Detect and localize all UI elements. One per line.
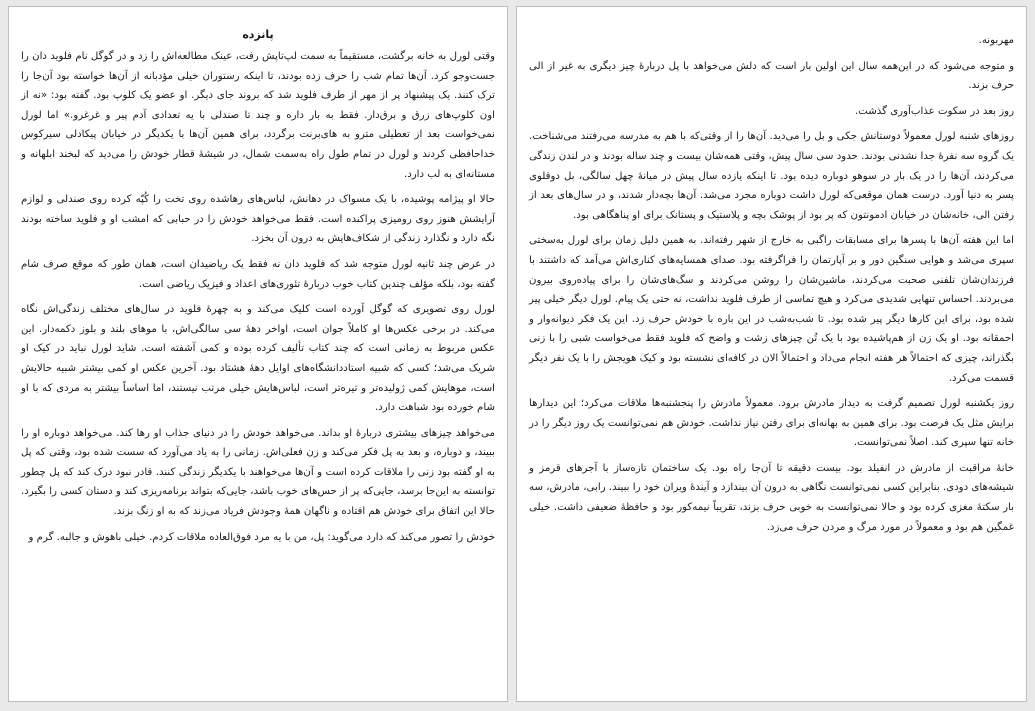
page-right <box>516 6 1027 702</box>
page-right-content <box>529 31 1014 543</box>
paragraph: روز بعد در سکوت عذاب‌آوری گذشت. <box>855 105 1014 117</box>
paragraph: روزهای شنبه لورل معمولاً دوستانش جکی و بل را می‌دید. آن‌ها را از وقتی‌که با هم به مدرسه می‌رفتند می‌شناخت. یک گروه سه نفرهٔ جدا نشدنی بودند. حدود سی سال پیش، وقتی همه‌شان بیست و چند ساله بودند و در لندن زندگی می‌کردند، آن‌ها را در یک بار در سوهو دوباره دیده بود. تا اینکه یازده سال پیش در میانهٔ چهل سالگی، بل دوقلوی پسر به دنیا آورد. درست همان موقعی‌که لورل داشت دوباره مجرد می‌شد. آن‌ها بچه‌دار شدند، و در سال‌های بعد از رفتن الی، خانه‌شان در خیابان ادمونتون که پر بود از پوشک بچه و پلاستیک و پستانک برای او پناهگاهی بود. <box>529 131 1014 221</box>
paragraph: خودش را تصور می‌کند که دارد می‌گوید: پل، من با یه مرد فوق‌العاده ملاقات کردم. خیلی باهوش و جالبه. گرم و <box>28 531 495 543</box>
paragraph: روز یکشنبه لورل تصمیم گرفت به دیدار مادرش برود. معمولاً مادرش را پنجشنبه‌ها ملاقات می‌کرد؛ این دیدارها برایش مثل یک فرصت بود. برای همین به بهانه‌ای برای رفتن نیاز نداشت. خودش هم نمی‌توانست یک روز دیگر را در خانه تنها سپری کند. اصلاً نمی‌توانست. <box>529 398 1014 449</box>
page-left-content <box>21 25 495 553</box>
page-left <box>8 6 508 702</box>
paragraph: خانهٔ مراقبت از مادرش در انفیلد بود. بیست دقیقه تا آن‌جا راه بود. یک ساختمان تازه‌ساز با آجرهای قرمز و شیشه‌های دودی. بنابراین کسی نمی‌توانست نگاهی به درون آن بیندازد و آیندهٔ ویران خود را ببیند. رابی، مادرش، سه بار سکتهٔ مغزی کرده بود و حالا نمی‌توانست به خوبی حرف بزند، تقریباً نیمه‌کور بود و حافظهٔ ضعیفی داشت. خیلی غمگین هم بود و معمولاً در مورد مرگ و مردن حرف می‌زد. <box>529 462 1014 533</box>
paragraph: حالا او پیژامه پوشیده، با یک مسواک در دهانش، لباس‌های رهاشده روی تخت را کُپّه کرده روی صندلی و لوازم آرایشش هنوز روی رومیزی پراکنده است. فقط می‌خواهد خودش را در حبابی که امشب او و فلوید ساخته بودند نگه دارد و نگذارد زندگی از شکاف‌هایش به درون آن بخزد. <box>21 194 495 245</box>
paragraph: در عرض چند ثانیه لورل متوجه شد که فلوید دان نه فقط یک ریاضیدان است، همان طور که موقع صرف شام گفته بود، بلکه مؤلف چندین کتاب خوب دربارهٔ تئوری‌های اعداد و فیزیک ریاضی است. <box>21 258 495 290</box>
paragraph: وقتی لورل به خانه برگشت، مستقیماً به سمت لپ‌تاپش رفت، عینک مطالعه‌اش را زد و در گوگل نام فلوید دان را جست‌وجو کرد. آن‌ها تمام شب را حرف زده بودند، تا اینکه رستوران خیلی مؤدبانه از آن‌ها خواسته بود آن‌جا را ترک کنند. یک پیشنهاد پر از مهر از طرف فلوید شد که بروند جای دیگر. او عضو یک کلوپ بود. گفته بود: «نه از اون کلوپ‌های زرق و برق‌دار. فقط به بار داره و چند تا صندلی با یه تعدادی آدم پیر و غرغرو.» اما لورل نمی‌خواست بعد از تعطیلی مترو به های‌برنت برگردد، برای همین آن‌ها با یکدیگر در خیابان پیکادلی سیرکوس خداحافظی کردند و لورل در تمام طول راه به‌سمت شمال، در شیشهٔ قطار خودش را می‌دید که لبخند ابلهانه و مستانه‌ای به لب دارد. <box>21 51 495 180</box>
paragraph: مهربونه. <box>978 35 1014 46</box>
paragraph: لورل روی تصویری که گوگل آورده است کلیک می‌کند و به چهرهٔ فلوید در سال‌های مختلف زندگی‌اش نگاه می‌کند. در برخی عکس‌ها او کاملاً جوان است، اواخر دههٔ سی سالگی‌اش، با موهای بلند و بلوز دکمه‌دار. این عکس مربوط به زمانی است که چند کتاب تألیف کرده بوده و کمی آشفته است. شاید لورل نباید در کیک او شریک می‌شد؛ کسی که شبیه استاددانشگاه‌های اوایل دههٔ هشتاد بود. آخرین عکس او کمی بیشتر شبیه حالایش است، موهایش کمی ژولیده‌تر و تیره‌تر است، لباس‌هایش خیلی مرتب نیستند، اما اساساً بیشتر به مردی که با او شام خورده بود شباهت دارد. <box>21 304 495 414</box>
paragraph: و متوجه می‌شود که در این‌همه سال این اولین بار است که دلش می‌خواهد با پل دربارهٔ چیز دیگری به غیر از الی حرف بزند. <box>529 60 1014 92</box>
paragraph: می‌خواهد چیزهای بیشتری دربارهٔ او بداند. می‌خواهد خودش را در دنیای جذاب او رها کند. می‌خواهد دوباره او را ببیند، و دوباره، و بعد به پل فکر می‌کند و زن فعلی‌اش. زمانی را به یاد می‌آورد که سست شده بود، وقتی که پل به او گفته بود زنی را ملاقات کرده است و آن‌ها می‌خواهند با یکدیگر زندگی کنند. قادر نبود درک کند که پل چطور توانسته به این‌جا برسد، جایی‌که پر از حس‌های خوب باشد، جایی‌که بتواند برنامه‌ریزی کند و دستان کسی را بگیرد. حالا این اتفاق برای خودش هم افتاده و ناگهان همهٔ وجودش فریاد می‌زند که به او زنگ بزند. <box>21 427 495 518</box>
chapter-title: پانزده <box>242 28 274 41</box>
paragraph: اما این هفته آن‌ها با پسرها برای مسابقات راگبی به خارج از شهر رفته‌اند. به همین دلیل زمان برای لورل به‌سختی سپری می‌شد و هوایی سنگین دور و بر آپارتمان را فراگرفته بود. صدای همسایه‌های کناری‌اش می‌آمد که داشتند با فرزندان‌شان تلفنی صحبت می‌کردند، ماشین‌شان را روشن می‌کردند و سگ‌های‌شان را برای پیاده‌روی بیرون می‌بردند. احساس تنهایی شدیدی می‌کرد و هیچ تماسی از طرف فلوید نداشت، نه حتی یک پیام. لورل دیگر خیلی پیر شده بود، برای این کارها دیگر پیر شده بود. تا شب‌به‌شب در این باره با خودش حرف زد. این یک فکر دیوانه‌وار و احمقانه بود. او یک زن از هم‌پاشیده بود با یک تُن چیزهای زشت و واضح که فلوید فقط می‌خواست شبی را با زنی بگذراند، چیزی که احتمالاً هر هفته انجام می‌داد و احتمالاً الان در کافه‌ای نشسته بود و کیک هویجش را با یک نفر دیگر قسمت می‌کرد. <box>529 235 1014 384</box>
